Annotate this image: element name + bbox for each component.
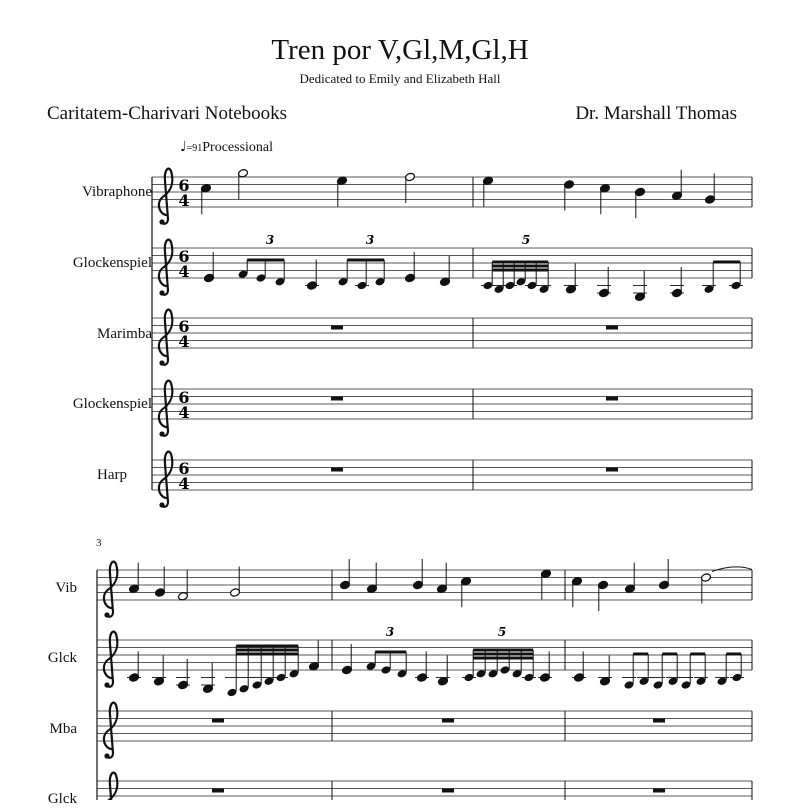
whole-rest-icon: [331, 326, 343, 330]
treble-clef-icon: [104, 682, 109, 687]
tuplet-numbers: [266, 233, 530, 639]
time-signature-top: 6: [178, 176, 190, 195]
score-title: Tren por V,Gl,M,Gl,H: [271, 34, 529, 66]
treble-clef-icon: [159, 360, 164, 365]
whole-rest-icon: [331, 468, 343, 472]
instrument-label-vib: Vib: [55, 580, 77, 596]
treble-clef-icon: [159, 219, 164, 224]
time-signature-top: 6: [178, 388, 190, 407]
time-signature-bottom: 4: [178, 474, 190, 493]
time-signature-top: 6: [178, 459, 190, 478]
instrument-label-glck-2: Glck: [47, 791, 77, 807]
whole-rest-icon: [606, 397, 618, 401]
treble-clef-icon: [159, 502, 164, 507]
instrument-label-glockenspiel-1: Glockenspiel: [72, 255, 152, 271]
instrument-label-harp: Harp: [97, 467, 127, 483]
notes-group: [127, 168, 752, 792]
instrument-label-glck-1: Glck: [47, 650, 77, 666]
time-signature-top: 6: [178, 317, 190, 336]
quarter-note-icon: ♩: [180, 139, 187, 155]
whole-rest-icon: [331, 397, 343, 401]
treble-clef-icon: [104, 612, 109, 617]
time-signatures: [178, 176, 189, 493]
score-dedication: Dedicated to Emily and Elizabeth Hall: [299, 71, 501, 86]
tuplet-3: 3: [385, 625, 395, 639]
time-signature-bottom: 4: [178, 403, 190, 422]
time-signature-top: 6: [178, 247, 190, 266]
tie: [712, 567, 752, 572]
treble-clef-icon: [104, 753, 109, 758]
whole-rest-icon: [653, 789, 665, 793]
instrument-label-marimba: Marimba: [97, 326, 152, 342]
treble-clef-icon: [159, 431, 164, 436]
whole-rest-icon: [653, 719, 665, 723]
instrument-label-glockenspiel-2: Glockenspiel: [72, 396, 152, 412]
whole-rest-icon: [442, 789, 454, 793]
tempo-bpm: =91: [186, 143, 203, 154]
instrument-label-mba: Mba: [49, 721, 77, 737]
publisher-label: Caritatem-Charivari Notebooks: [47, 103, 288, 124]
measure-number: 3: [96, 537, 102, 549]
tuplet-5: 5: [521, 233, 531, 247]
treble-clef-icon: [159, 290, 164, 295]
whole-rest-icon: [606, 326, 618, 330]
time-signature-bottom: 4: [178, 262, 190, 281]
tuplet-3: 3: [265, 233, 275, 247]
tempo-text: Processional: [202, 140, 274, 155]
composer-label: Dr. Marshall Thomas: [575, 103, 737, 124]
tuplet-5: 5: [497, 625, 507, 639]
time-signature-bottom: 4: [178, 191, 190, 210]
whole-rest-icon: [212, 789, 224, 793]
staff-lines: [97, 177, 752, 800]
time-signature-bottom: 4: [178, 332, 190, 351]
whole-rest-icon: [442, 719, 454, 723]
instrument-label-vibraphone: Vibraphone: [82, 184, 152, 200]
whole-rest-icon: [606, 468, 618, 472]
tuplet-3: 3: [365, 233, 375, 247]
whole-rest-icon: [212, 719, 224, 723]
